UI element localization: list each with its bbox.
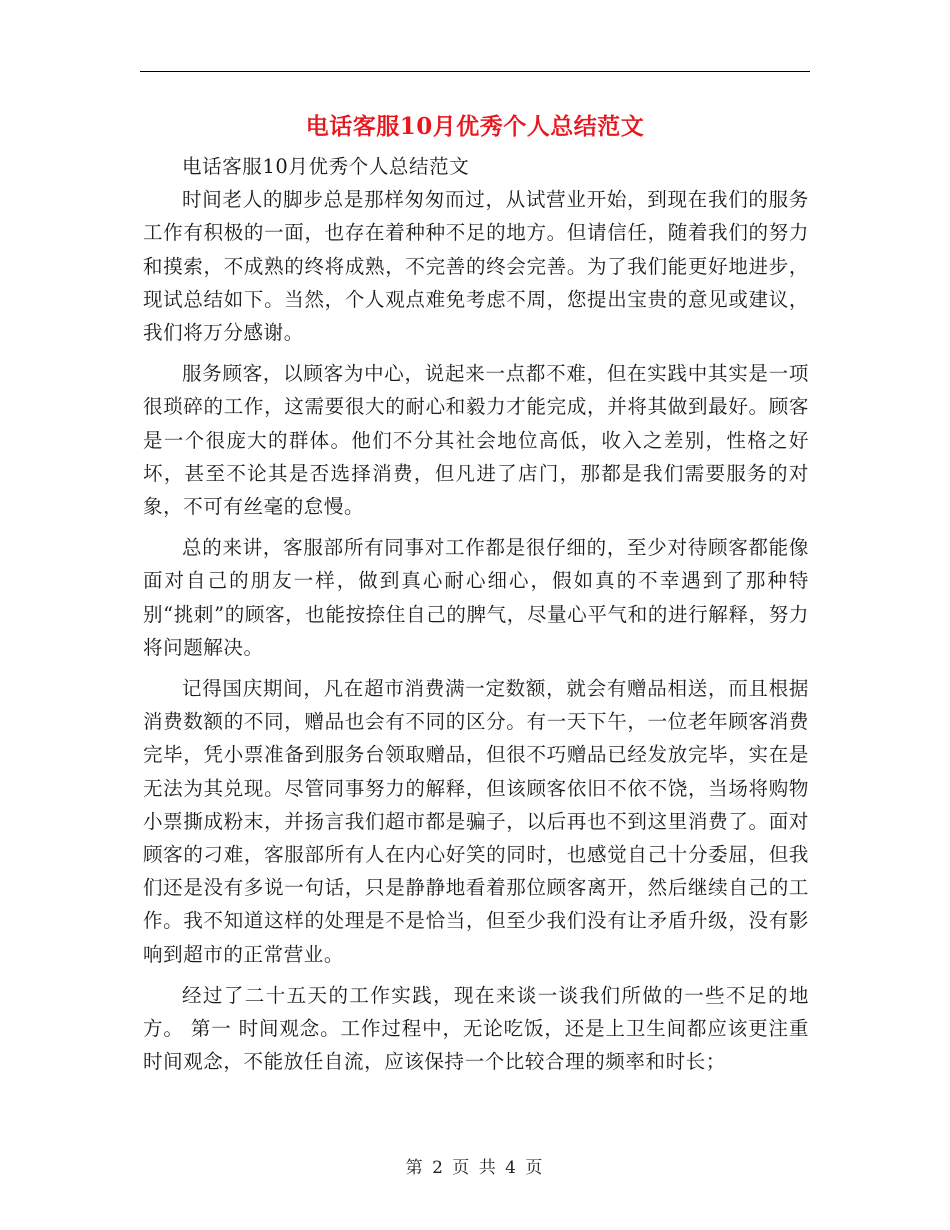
paragraph-subtitle: 电话客服10月优秀个人总结范文 xyxy=(182,155,470,178)
page-number: 第 2 页 共 4 页 xyxy=(405,1158,545,1178)
paragraph-shortcomings: 经过了二十五天的工作实践，现在来谈一谈我们所做的一些不足的地方。 第一 时间观念。工作过程中，无论吃饭，还是上卫生间都应该更注重时间观念，不能放任自流，应该保持一个比较合理的频率和时长； xyxy=(143,983,809,1074)
document-body xyxy=(143,150,809,1086)
paragraph-national-day: 记得国庆期间，凡在超市消费满一定数额，就会有赠品相送，而且根据消费数额的不同，赠品也会有不同的区分。有一天下午，一位老年顾客消费完毕，凭小票准备到服务台领取赠品，但很不巧赠品已经发放完毕，实在是无法为其兑现。尽管同事努力的解释，但该顾客依旧不依不饶，当场将购物小票撕成粉末，并扬言我们超市都是骗子，以后再也不到这里消费了。面对顾客的刁难，客服部所有人在内心好笑的同时，也感觉自己十分委屈，但我们还是没有多说一句话，只是静静地看着那位顾客离开，然后继续自己的工作。我不知道这样的处理是不是恰当，但至少我们没有让矛盾升级，没有影响到超市的正常营业。 xyxy=(143,677,809,966)
paragraph-intro: 时间老人的脚步总是那样匆匆而过，从试营业开始，到现在我们的服务工作有积极的一面，也存在着种种不足的地方。但请信任，随着我们的努力和摸索，不成熟的终将成熟，不完善的终会完善。为了我们能更好地进步，现试总结如下。当然，个人观点难免考虑不周，您提出宝贵的意见或建议，我们将万分感谢。 xyxy=(143,188,809,345)
paragraph-colleagues: 总的来讲，客服部所有同事对工作都是很仔细的，至少对待顾客都能像面对自己的朋友一样，做到真心耐心细心，假如真的不幸遇到了那种特别“挑刺”的顾客，也能按捺住自己的脾气，尽量心平气和的进行解释，努力将问题解决。 xyxy=(143,536,809,659)
paragraph-customer-service: 服务顾客，以顾客为中心，说起来一点都不难，但在实践中其实是一项很琐碎的工作，这需要很大的耐心和毅力才能完成，并将其做到最好。顾客是一个很庞大的群体。他们不分其社会地位高低，收入之差别，性格之好坏，甚至不论其是否选择消费，但凡进了店门，那都是我们需要服务的对象，不可有丝毫的怠慢。 xyxy=(143,362,809,519)
header-rule xyxy=(140,71,810,72)
document-title: 电话客服10月优秀个人总结范文 xyxy=(305,113,645,140)
